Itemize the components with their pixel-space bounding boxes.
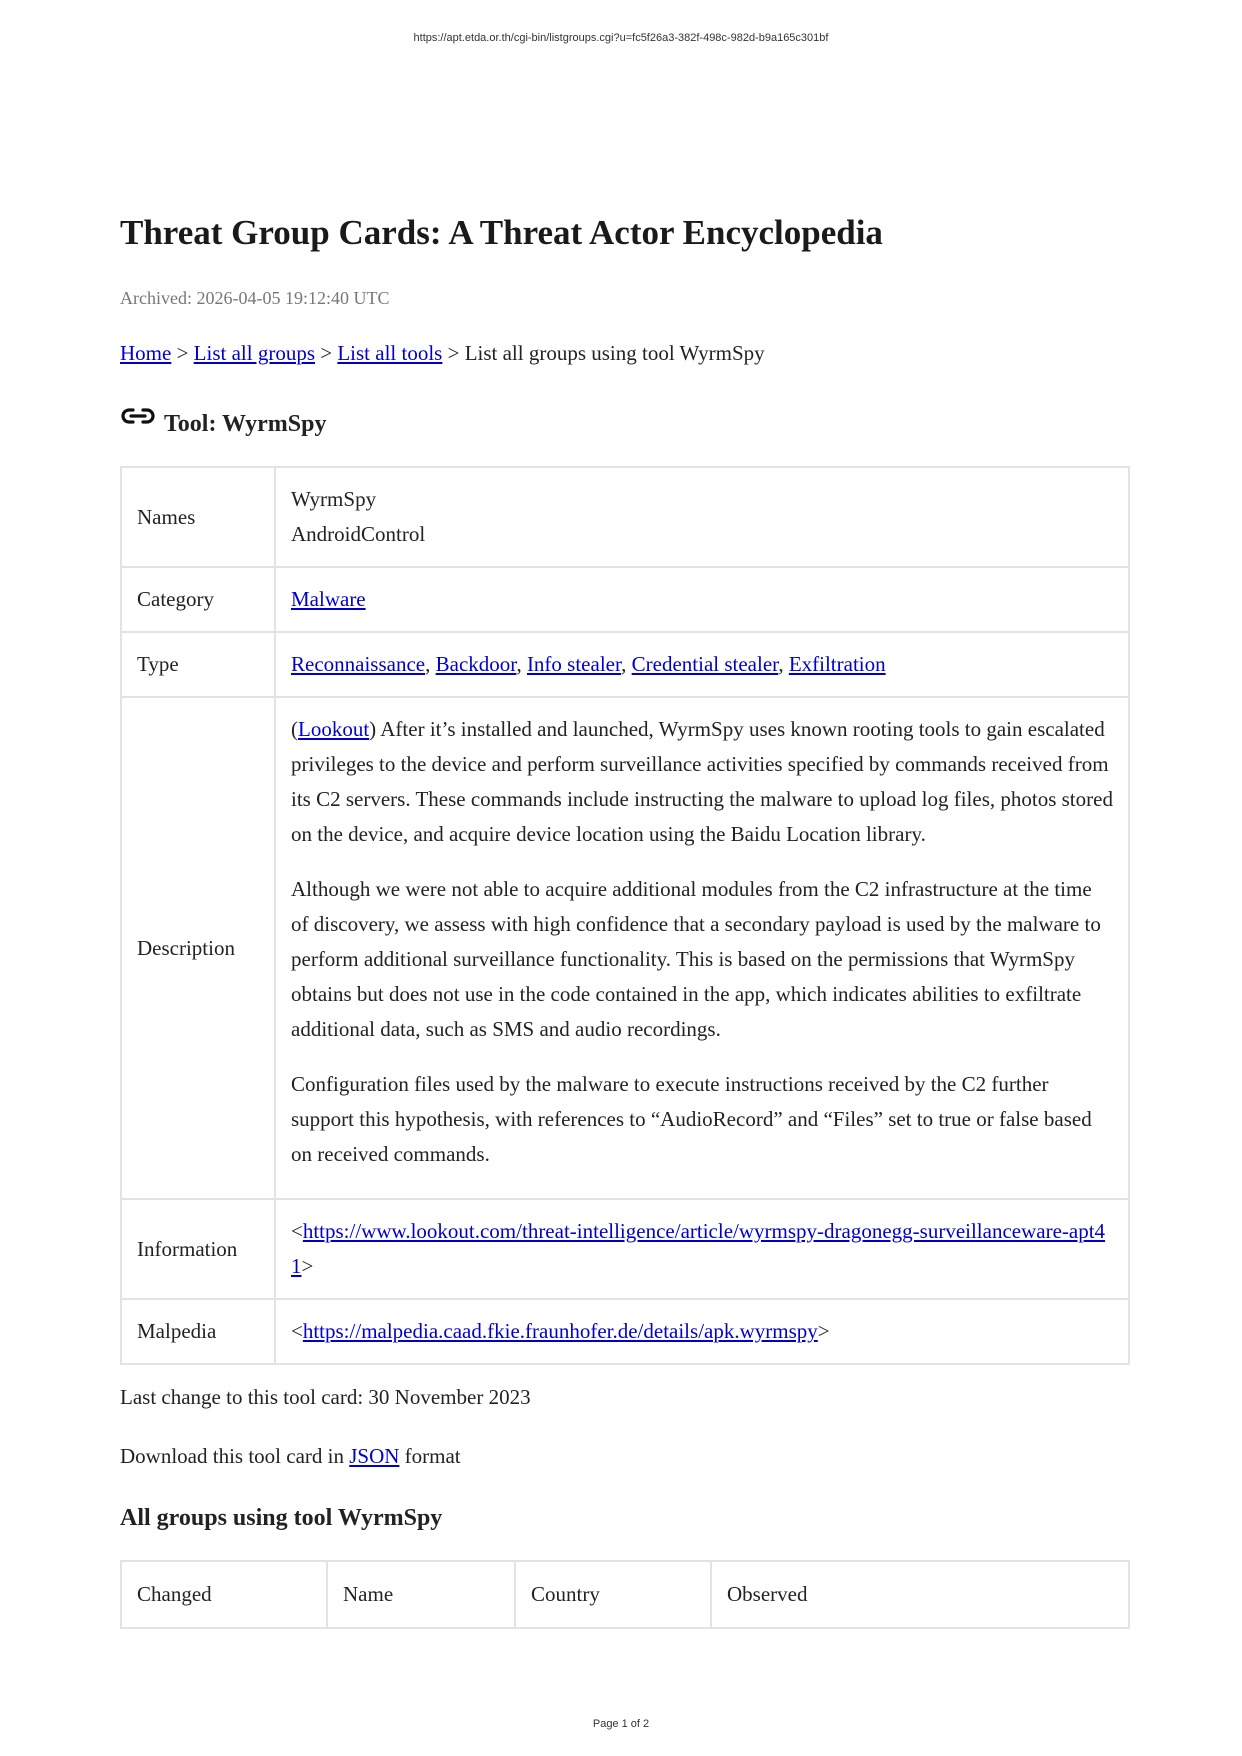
type-separator: , (516, 652, 522, 676)
description-text: ) After it’s installed and launched, WyrmSpy uses known rooting tools to gain escalated privileges to the device and perform surveillance activities specified by commands received from its C2 servers. These commands include instructing the malware to upload log files, photos stored on the device, and acquire device location using the Baidu Location library. (291, 717, 1113, 846)
groups-table (120, 1560, 1130, 1629)
category-link[interactable]: Malware (291, 587, 366, 611)
archived-timestamp: Archived: 2026-04-05 19:12:40 UTC (120, 288, 390, 308)
breadcrumb-groups-link[interactable]: List all groups (193, 341, 315, 365)
download-prefix: Download this tool card in (120, 1444, 344, 1468)
angle-close: > (301, 1254, 314, 1278)
information-link[interactable]: https://www.lookout.com/threat-intelligence/article/wyrmspy-dragonegg-surveillanceware-apt41 (291, 1219, 1106, 1278)
breadcrumb-separator: > (320, 341, 333, 365)
tool-name: AndroidControl (291, 522, 426, 546)
type-link-reconnaissance[interactable]: Reconnaissance (291, 652, 426, 676)
names-row (121, 467, 1129, 567)
description-paragraph: Configuration files used by the malware to execute instructions received by the C2 further support this hypothesis, with references to “AudioRecord” and “Files” set to true or false based on received commands. (291, 1072, 1092, 1166)
description-label: Description (121, 697, 275, 1199)
category-row (121, 567, 1129, 632)
type-row (121, 632, 1129, 697)
lookout-source-link[interactable]: Lookout (298, 717, 370, 741)
angle-open: < (291, 1219, 303, 1243)
names-label: Names (121, 467, 275, 567)
last-change: Last change to this tool card: 30 November 2023 (120, 1385, 531, 1409)
information-label: Information (121, 1199, 275, 1299)
column-header-observed[interactable]: Observed (711, 1561, 1129, 1628)
breadcrumb-separator: > (447, 341, 460, 365)
column-header-country[interactable]: Country (515, 1561, 711, 1628)
angle-open: < (291, 1319, 303, 1343)
information-value (275, 1199, 1129, 1299)
description-value (275, 697, 1129, 1199)
malpedia-label: Malpedia (121, 1299, 275, 1364)
malpedia-value (275, 1299, 1129, 1364)
groups-heading: All groups using tool WyrmSpy (120, 1505, 443, 1531)
download-line (120, 1444, 1130, 1469)
column-header-changed[interactable]: Changed (121, 1561, 327, 1628)
column-header-name[interactable]: Name (327, 1561, 515, 1628)
malpedia-link[interactable]: https://malpedia.caad.fkie.fraunhofer.de/details/apk.wyrmspy (302, 1319, 818, 1343)
type-label: Type (121, 632, 275, 697)
type-separator: , (778, 652, 784, 676)
type-separator: , (621, 652, 627, 676)
tool-heading (120, 406, 1130, 438)
page-title: Threat Group Cards: A Threat Actor Encyclopedia (120, 213, 883, 252)
category-label: Category (121, 567, 275, 632)
breadcrumb (120, 341, 1130, 366)
type-separator: , (425, 652, 431, 676)
breadcrumb-tools-link[interactable]: List all tools (337, 341, 443, 365)
type-link-credential-stealer[interactable]: Credential stealer (631, 652, 779, 676)
tool-details-table (120, 466, 1130, 1365)
type-value (275, 632, 1129, 697)
category-value (275, 567, 1129, 632)
tool-heading-text: Tool: WyrmSpy (164, 411, 327, 437)
paren-open: ( (291, 717, 298, 741)
malpedia-row (121, 1299, 1129, 1364)
breadcrumb-current: List all groups using tool WyrmSpy (464, 341, 765, 365)
main-content (120, 212, 1130, 1629)
print-url: https://apt.etda.or.th/cgi-bin/listgroups.cgi?u=fc5f26a3-382f-498c-982d-b9a165c301bf (413, 32, 829, 44)
download-suffix: format (404, 1444, 461, 1468)
type-link-backdoor[interactable]: Backdoor (435, 652, 517, 676)
names-value (275, 467, 1129, 567)
breadcrumb-separator: > (176, 341, 189, 365)
download-json-link[interactable]: JSON (349, 1444, 400, 1468)
page-number: Page 1 of 2 (592, 1718, 650, 1730)
description-paragraph (291, 712, 1113, 852)
link-icon (120, 406, 156, 426)
type-link-exfiltration[interactable]: Exfiltration (788, 652, 886, 676)
breadcrumb-home-link[interactable]: Home (120, 341, 172, 365)
tool-name: WyrmSpy (291, 487, 377, 511)
angle-close: > (817, 1319, 830, 1343)
information-row (121, 1199, 1129, 1299)
description-paragraph: Although we were not able to acquire additional modules from the C2 infrastructure at the time of discovery, we assess with high confidence that a secondary payload is used by the malware to perform additional surveillance functionality. This is based on the permissions that WyrmSpy obtains but does not use in the code contained in the app, which indicates abilities to exfiltrate additional data, such as SMS and audio recordings. (291, 877, 1101, 1041)
groups-header-row (121, 1561, 1129, 1628)
type-link-info-stealer[interactable]: Info stealer (526, 652, 622, 676)
description-row (121, 697, 1129, 1199)
